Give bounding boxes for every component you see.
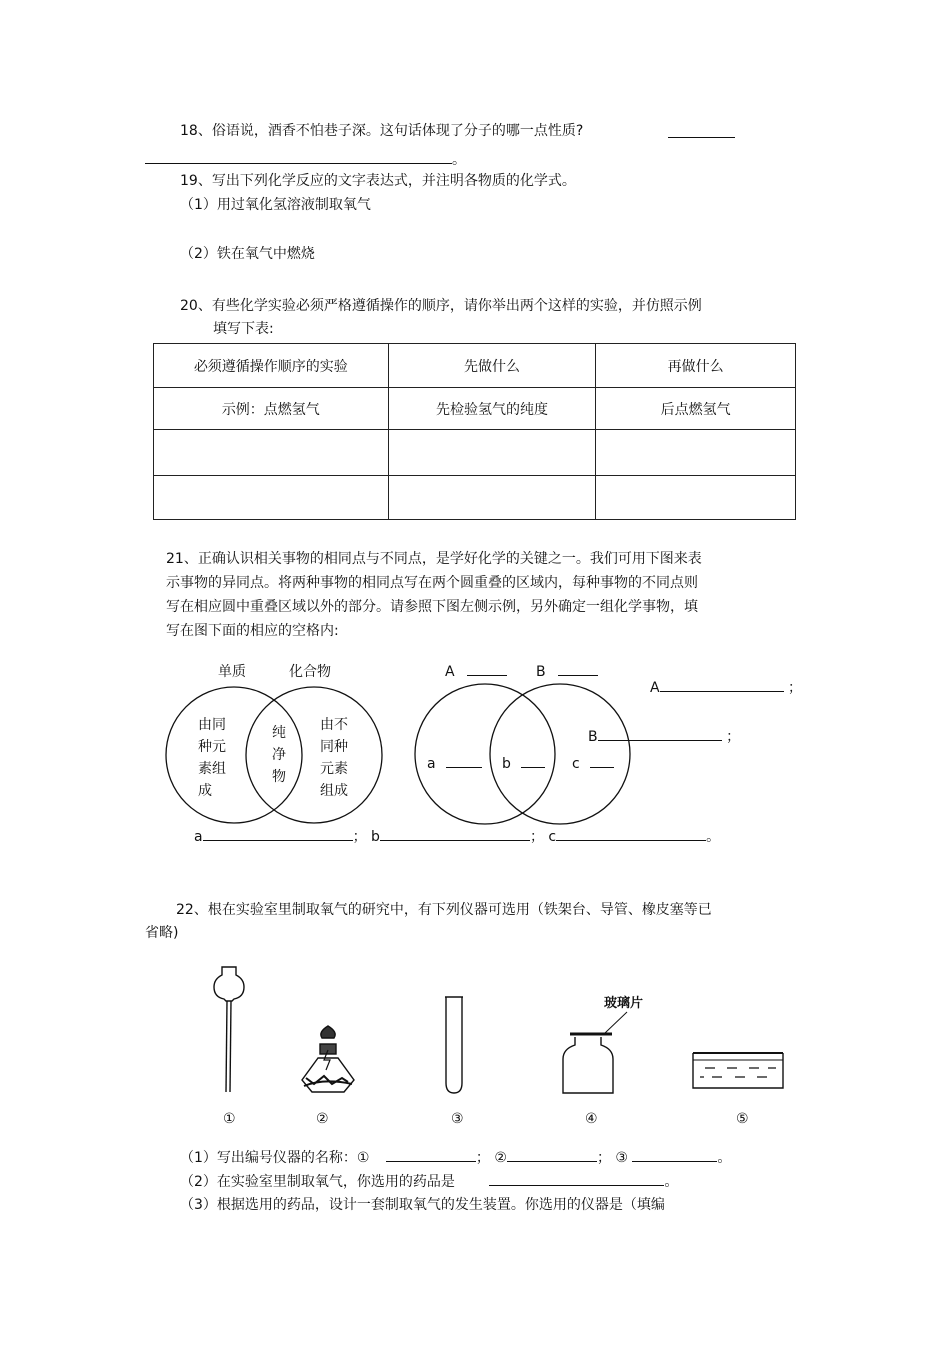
venn-right-only-text: 由不 同种 元素 组成 bbox=[320, 717, 348, 799]
glass-sheet-label: 玻璃片 bbox=[604, 996, 644, 1011]
q22-sub3: （3）根据选用的药品，设计一套制取氧气的发生装置。你选用的仪器是（填编 bbox=[180, 1197, 665, 1213]
q22-sub1: （1）写出编号仪器的名称：① ； ② ； ③ 。 bbox=[180, 1150, 732, 1166]
q18-text: 18、俗语说，酒香不怕巷子深。这句话体现了分子的哪一点性质? bbox=[180, 123, 584, 139]
q20-line2: 填写下表: bbox=[213, 321, 274, 337]
apparatus-number-3: ③ bbox=[451, 1111, 464, 1127]
venn-overlap-text: 纯 净 物 bbox=[272, 725, 286, 785]
q20-line1: 20、有些化学实验必须严格遵循操作的顺序，请你举出两个这样的实验，并仿照示例 bbox=[180, 298, 702, 314]
q22-line1: 22、根在实验室里制取氧气的研究中，有下列仪器可选用（铁架台、导管、橡皮塞等已 bbox=[176, 902, 712, 918]
gas-bottle-icon bbox=[563, 1012, 627, 1093]
apparatus-number-1: ① bbox=[223, 1111, 236, 1127]
venn-left-label-single: 单质 bbox=[218, 664, 246, 680]
apparatus-number-4: ④ bbox=[585, 1111, 598, 1127]
reagent-blank[interactable] bbox=[489, 1172, 664, 1186]
answers-abc: a ； b ； c 。 bbox=[194, 829, 721, 845]
table-cell: 先检验氢气的纯度 bbox=[388, 388, 596, 430]
table-cell: 示例：点燃氢气 bbox=[154, 388, 389, 430]
q19-item-2: （2）铁在氧气中燃烧 bbox=[180, 246, 315, 262]
water-trough-icon bbox=[693, 1053, 783, 1088]
side-answer-b: B ； bbox=[588, 729, 741, 745]
q22-sub2: （2）在实验室里制取氧气，你选用的药品是 。 bbox=[180, 1174, 679, 1190]
table-cell: 后点燃氢气 bbox=[596, 388, 796, 430]
venn-right-label-b: B bbox=[536, 662, 598, 681]
q21-line4: 写在图下面的相应的空格内: bbox=[166, 623, 339, 639]
dropper-icon bbox=[214, 967, 244, 1092]
apparatus-number-2: ② bbox=[316, 1111, 329, 1127]
q21-line2: 示事物的异同点。将两种事物的相同点写在两个圆重叠的区域内，每种事物的不同点则 bbox=[166, 575, 698, 591]
name-blank-3[interactable] bbox=[632, 1148, 717, 1162]
q19-item-1: （1）用过氧化氢溶液制取氧气 bbox=[180, 197, 371, 213]
table-header-cell: 再做什么 bbox=[596, 344, 796, 388]
apparatus-number-5: ⑤ bbox=[736, 1111, 749, 1127]
venn-region-c: c bbox=[572, 754, 614, 773]
alcohol-lamp-icon bbox=[302, 1026, 354, 1092]
venn-region-a: a bbox=[427, 754, 482, 773]
side-answer-a: A ； bbox=[650, 680, 803, 696]
venn-left-only-text: 由同 种元 素组 成 bbox=[198, 717, 226, 799]
q21-line1: 21、正确认识相关事物的相同点与不同点，是学好化学的关键之一。我们可用下图来表 bbox=[166, 551, 702, 567]
venn-right-label-a: A bbox=[445, 662, 507, 681]
q19-text: 19、写出下列化学反应的文字表达式，并注明各物质的化学式。 bbox=[180, 173, 576, 189]
q22-line2: 省略) bbox=[145, 925, 179, 941]
q21-line3: 写在相应圆中重叠区域以外的部分。请参照下图左侧示例，另外确定一组化学事物，填 bbox=[166, 599, 698, 615]
q18-line2: 。 bbox=[145, 150, 466, 169]
name-blank-1[interactable] bbox=[386, 1148, 476, 1162]
name-blank-2[interactable] bbox=[507, 1148, 597, 1162]
venn-region-b: b bbox=[502, 754, 545, 773]
table-header-cell: 必须遵循操作顺序的实验 bbox=[154, 344, 389, 388]
test-tube-icon bbox=[445, 997, 463, 1093]
table-header-cell: 先做什么 bbox=[388, 344, 596, 388]
venn-left-label-compound: 化合物 bbox=[289, 664, 331, 680]
